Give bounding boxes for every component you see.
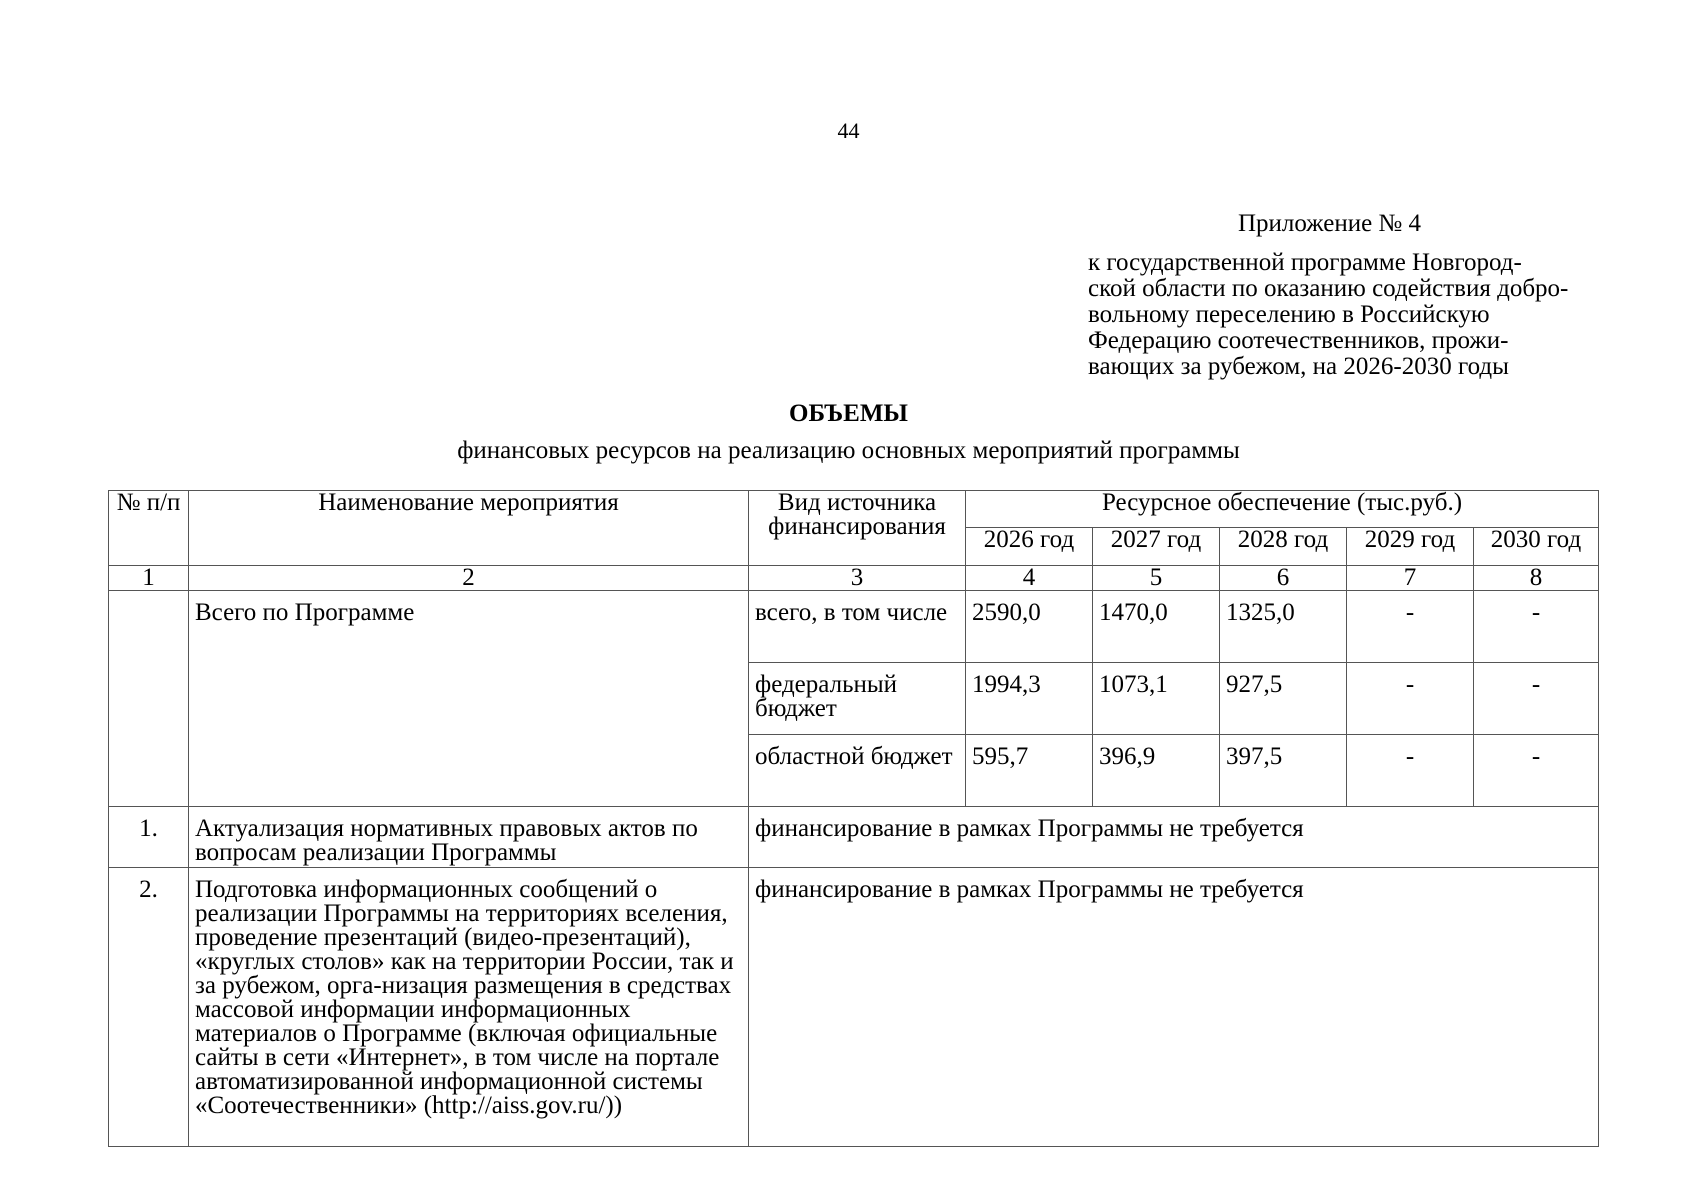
value-cell: - bbox=[1347, 735, 1474, 807]
header-activity-name: Наименование мероприятия bbox=[189, 491, 749, 566]
activity-num: 2. bbox=[109, 868, 189, 1147]
header-year: 2029 год bbox=[1347, 528, 1474, 566]
value-cell: - bbox=[1474, 591, 1599, 663]
value-cell: 1994,3 bbox=[966, 663, 1093, 735]
table-row bbox=[109, 807, 1599, 868]
value-cell: 2590,0 bbox=[966, 591, 1093, 663]
value-cell: - bbox=[1474, 663, 1599, 735]
activity-financing: финансирование в рамках Программы не требуется bbox=[749, 868, 1599, 1147]
value-cell: - bbox=[1474, 735, 1599, 807]
appendix-subtitle-line: Федерацию соотечественников, прожи- bbox=[1088, 327, 1509, 354]
value-cell: 595,7 bbox=[966, 735, 1093, 807]
header-resources: Ресурсное обеспечение (тыс.руб.) bbox=[966, 491, 1599, 528]
value-cell: - bbox=[1347, 663, 1474, 735]
header-year: 2030 год bbox=[1474, 528, 1599, 566]
header-num: № п/п bbox=[109, 491, 189, 566]
activity-name: Подготовка информационных сообщений о реализации Программы на территориях вселения, проведение презентаций (видео-презентаций), «круглых столов» как на территории России, так и за рубежом, орга-низация размещения в средствах массовой информации информационных материалов о Программе (включая официальные сайты в сети «Интернет», в том числе на портале автоматизированной информационной системы «Соотечественники» (http://aiss.gov.ru/)) bbox=[189, 868, 749, 1147]
header-funding-source: Вид источника финансирования bbox=[749, 491, 966, 566]
value-cell: 396,9 bbox=[1093, 735, 1220, 807]
page-number: 44 bbox=[837, 118, 860, 143]
value-cell: 1325,0 bbox=[1220, 591, 1347, 663]
appendix-subtitle-line: вольному переселению в Российскую bbox=[1088, 301, 1490, 328]
column-number: 8 bbox=[1474, 566, 1599, 591]
value-cell: 1470,0 bbox=[1093, 591, 1220, 663]
value-cell: 1073,1 bbox=[1093, 663, 1220, 735]
document-subtitle: финансовых ресурсов на реализацию основных мероприятий программы bbox=[457, 437, 1240, 464]
column-number: 7 bbox=[1347, 566, 1474, 591]
column-number: 2 bbox=[189, 566, 749, 591]
financing-table bbox=[108, 490, 1599, 1147]
total-name: Всего по Программе bbox=[189, 591, 749, 807]
column-number: 4 bbox=[966, 566, 1093, 591]
funding-source: федеральный бюджет bbox=[749, 663, 966, 735]
appendix-subtitle-line: к государственной программе Новгород- bbox=[1088, 249, 1522, 276]
document-title: ОБЪЕМЫ bbox=[789, 400, 908, 427]
appendix-title: Приложение № 4 bbox=[1238, 210, 1422, 237]
header-year: 2027 год bbox=[1093, 528, 1220, 566]
column-number: 3 bbox=[749, 566, 966, 591]
column-number: 6 bbox=[1220, 566, 1347, 591]
header-year: 2028 год bbox=[1220, 528, 1347, 566]
funding-source: областной бюджет bbox=[749, 735, 966, 807]
activity-name: Актуализация нормативных правовых актов по вопросам реализации Программы bbox=[189, 807, 749, 868]
value-cell: - bbox=[1347, 591, 1474, 663]
funding-source: всего, в том числе bbox=[749, 591, 966, 663]
column-number: 5 bbox=[1093, 566, 1220, 591]
value-cell: 397,5 bbox=[1220, 735, 1347, 807]
value-cell: 927,5 bbox=[1220, 663, 1347, 735]
activity-num: 1. bbox=[109, 807, 189, 868]
appendix-subtitle bbox=[1088, 250, 1588, 380]
header-year: 2026 год bbox=[966, 528, 1093, 566]
column-numbers-row bbox=[109, 566, 1599, 591]
total-num-cell bbox=[109, 591, 189, 807]
activity-financing: финансирование в рамках Программы не требуется bbox=[749, 807, 1599, 868]
table-row bbox=[109, 591, 1599, 663]
appendix-subtitle-line: вающих за рубежом, на 2026-2030 годы bbox=[1088, 353, 1509, 380]
table-row bbox=[109, 868, 1599, 1147]
column-number: 1 bbox=[109, 566, 189, 591]
appendix-subtitle-line: ской области по оказанию содействия добро- bbox=[1088, 275, 1569, 302]
